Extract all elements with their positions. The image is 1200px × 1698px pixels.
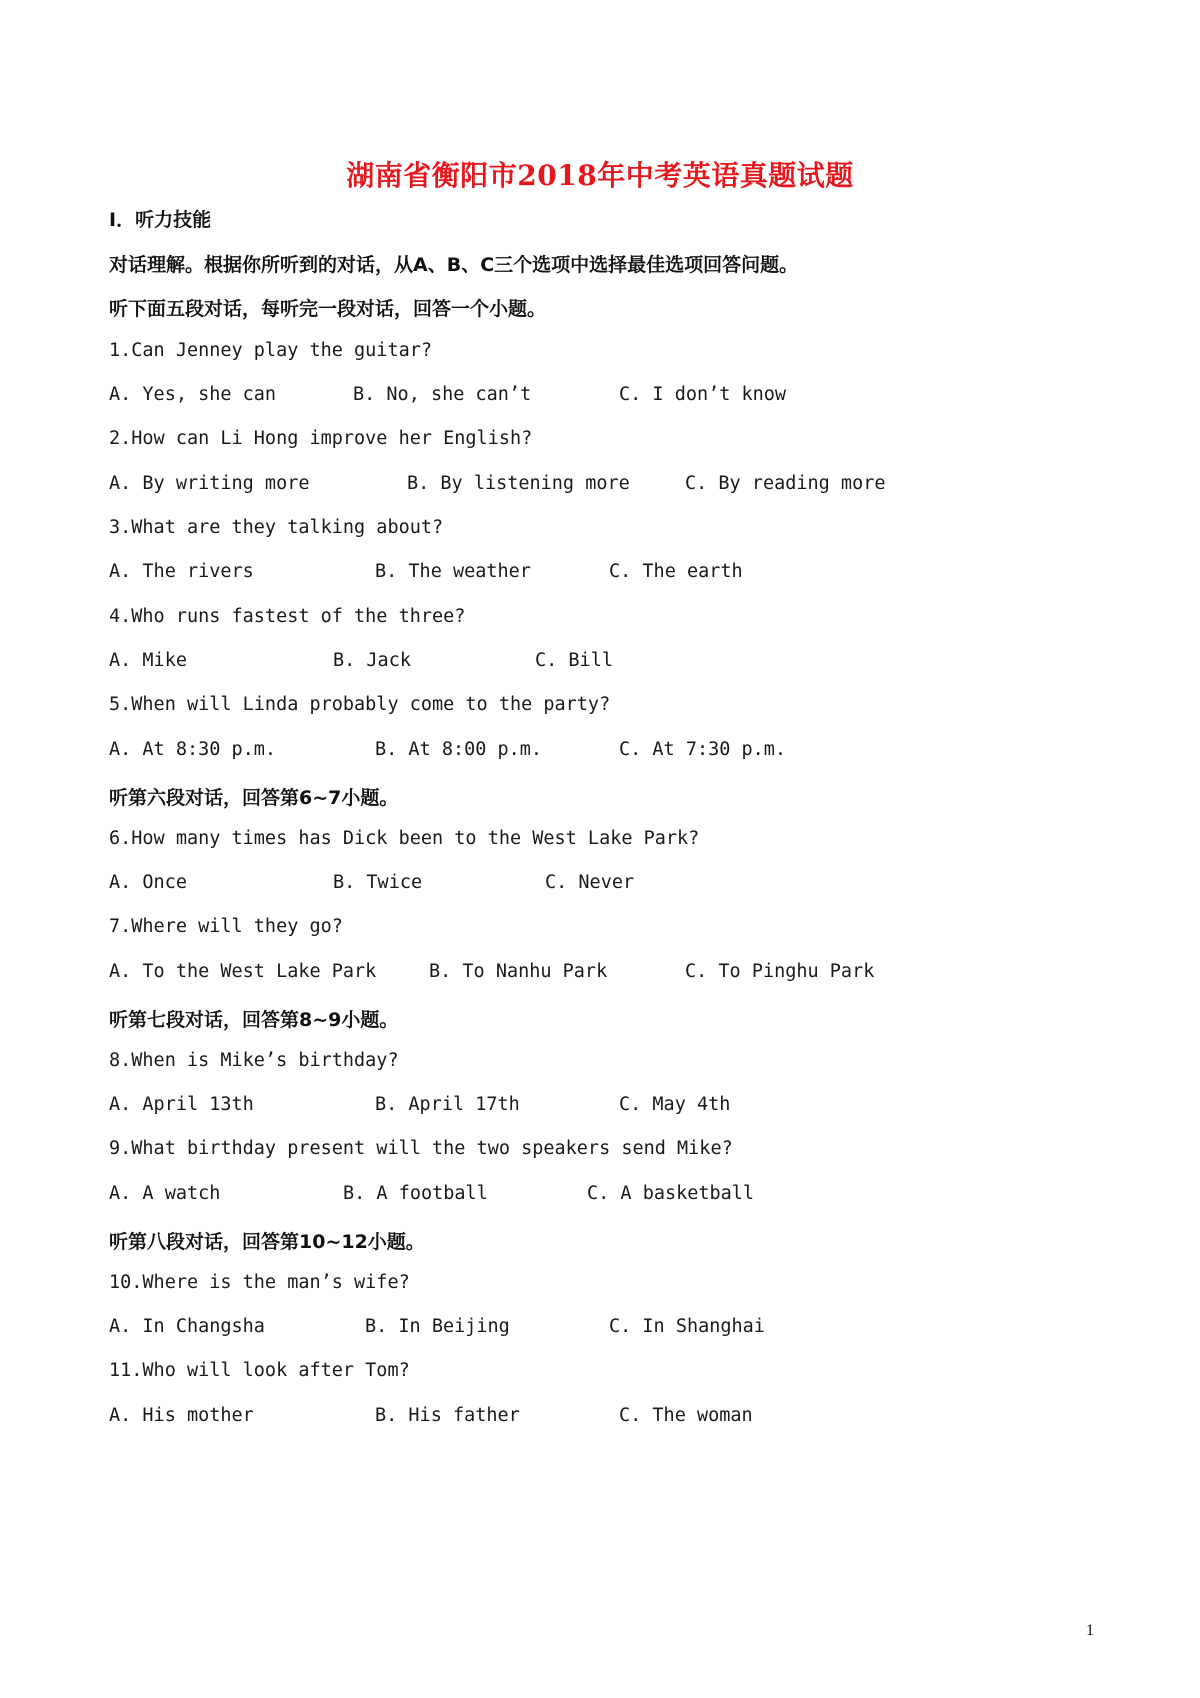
option-b: B. By listening more: [407, 473, 630, 494]
options-5: [109, 739, 1009, 765]
option-a: A. By writing more: [109, 473, 310, 494]
option-a: A. Mike: [109, 650, 187, 671]
options-3: [109, 561, 1009, 587]
question-9: 9.What birthday present will the two speakers send Mike?: [109, 1138, 733, 1159]
options-9: [109, 1183, 1009, 1209]
option-c: C. A basketball: [587, 1183, 755, 1204]
option-b: B. Jack: [333, 650, 411, 671]
instruction-dialogue: 对话理解。根据你所听到的对话，从A、B、C三个选项中选择最佳选项回答问题。: [109, 254, 799, 276]
option-c: C. I don’t know: [619, 384, 787, 405]
option-b: B. A football: [343, 1183, 488, 1204]
question-4: 4.Who runs fastest of the three?: [109, 606, 466, 627]
instruction-dialogue-six: 听第六段对话，回答第6~7小题。: [109, 787, 399, 809]
question-5: 5.When will Linda probably come to the party?: [109, 694, 611, 715]
option-c: C. Never: [545, 872, 635, 893]
option-b: B. Twice: [333, 872, 423, 893]
question-6: 6.How many times has Dick been to the West Lake Park?: [109, 828, 700, 849]
question-2: 2.How can Li Hong improve her English?: [109, 428, 533, 449]
options-11: [109, 1405, 1009, 1431]
option-c: C. Bill: [535, 650, 613, 671]
option-a: A. At 8:30 p.m.: [109, 739, 277, 760]
option-c: C. May 4th: [619, 1094, 731, 1115]
option-c: C. In Shanghai: [609, 1316, 765, 1337]
option-b: B. To Nanhu Park: [429, 961, 608, 982]
option-a: A. A watch: [109, 1183, 221, 1204]
options-1: [109, 384, 1009, 410]
instruction-five-dialogues: 听下面五段对话，每听完一段对话，回答一个小题。: [109, 298, 547, 320]
instruction-dialogue-eight: 听第八段对话，回答第10~12小题。: [109, 1231, 425, 1253]
option-a: A. April 13th: [109, 1094, 254, 1115]
options-6: [109, 872, 1009, 898]
option-a: A. Yes, she can: [109, 384, 277, 405]
question-7: 7.Where will they go?: [109, 916, 343, 937]
options-10: [109, 1316, 1009, 1342]
option-b: B. His father: [375, 1405, 520, 1426]
options-8: [109, 1094, 1009, 1120]
option-a: A. The rivers: [109, 561, 254, 582]
instruction-dialogue-seven: 听第七段对话，回答第8~9小题。: [109, 1009, 399, 1031]
question-8: 8.When is Mike’s birthday?: [109, 1050, 399, 1071]
option-a: A. Once: [109, 872, 187, 893]
option-c: C. To Pinghu Park: [685, 961, 875, 982]
option-b: B. At 8:00 p.m.: [375, 739, 543, 760]
options-4: [109, 650, 1009, 676]
option-c: C. At 7:30 p.m.: [619, 739, 787, 760]
option-c: C. By reading more: [685, 473, 886, 494]
question-11: 11.Who will look after Tom?: [109, 1360, 410, 1381]
section-heading: Ⅰ．听力技能: [109, 209, 212, 231]
option-a: A. In Changsha: [109, 1316, 265, 1337]
option-c: C. The woman: [619, 1405, 753, 1426]
option-b: B. In Beijing: [365, 1316, 510, 1337]
option-b: B. No, she can’t: [353, 384, 532, 405]
options-2: [109, 473, 1009, 499]
page-title: 湖南省衡阳市2018年中考英语真题试题: [346, 159, 854, 192]
option-a: A. His mother: [109, 1405, 254, 1426]
option-b: B. The weather: [375, 561, 531, 582]
question-3: 3.What are they talking about?: [109, 517, 444, 538]
option-b: B. April 17th: [375, 1094, 520, 1115]
options-7: [109, 961, 1009, 987]
option-c: C. The earth: [609, 561, 743, 582]
question-1: 1.Can Jenney play the guitar?: [109, 340, 433, 361]
option-a: A. To the West Lake Park: [109, 961, 377, 982]
question-10: 10.Where is the man’s wife?: [109, 1272, 410, 1293]
page-number: 1: [1086, 1622, 1094, 1639]
